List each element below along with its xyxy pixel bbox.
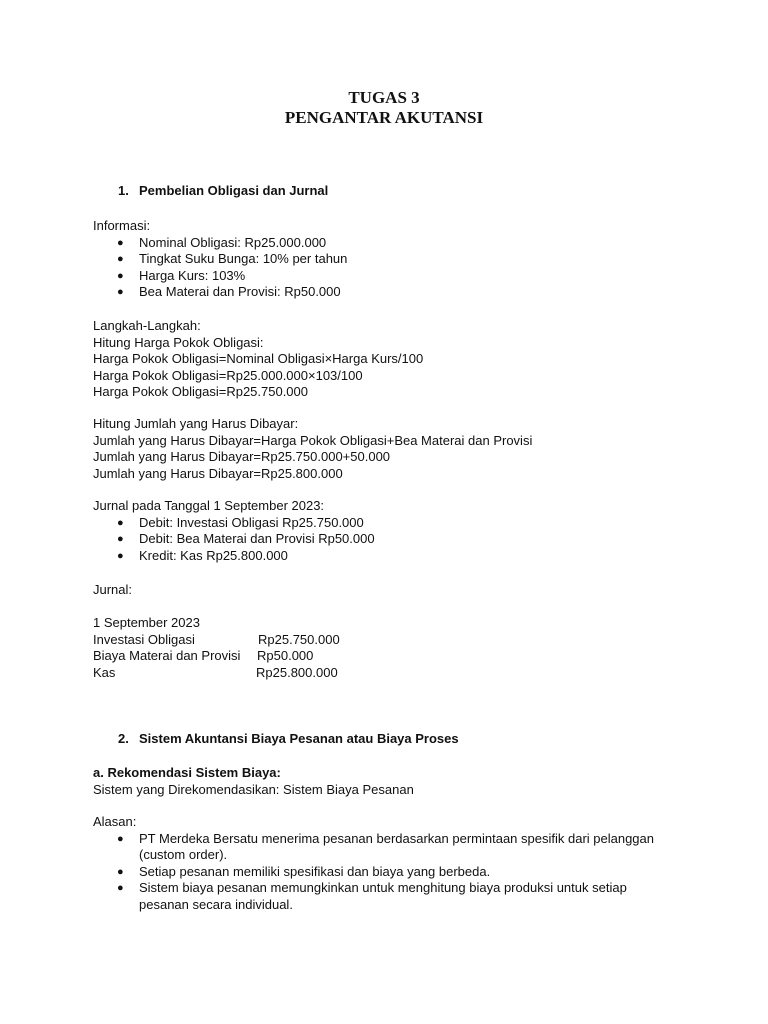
reasons-label: Alasan: [93, 814, 137, 829]
list-item: ● Bea Materai dan Provisi: Rp50.000 [117, 284, 341, 299]
steps-line: Harga Pokok Obligasi=Rp25.000.000×103/100 [93, 367, 363, 383]
steps-label: Langkah-Langkah: [93, 318, 201, 333]
bullet-icon: ● [117, 253, 124, 265]
payment-line: Jumlah yang Harus Dibayar=Rp25.800.000 [93, 465, 343, 481]
sub-heading-a: a. Rekomendasi Sistem Biaya: [93, 765, 281, 780]
bullet-icon: ● [117, 549, 124, 562]
steps-line: Harga Pokok Obligasi=Rp25.750.000 [93, 384, 309, 399]
info-block [93, 218, 713, 301]
journal-amount: Rp25.800.000 [256, 664, 338, 680]
bullet-icon: ● [117, 516, 124, 529]
document-title: TUGAS 3 [348, 88, 420, 107]
list-item: ● Kredit: Kas Rp25.800.000 [117, 547, 288, 563]
section-1-title: Pembelian Obligasi dan Jurnal [139, 183, 329, 198]
section-2-heading [118, 731, 459, 748]
list-item: ● Sistem biaya pesanan memungkinkan untuk menghitung biaya produksi untuk setiap pesanan secara individual. [117, 880, 627, 912]
table-row [93, 648, 713, 665]
bullet-icon: ● [117, 286, 124, 298]
section-1-heading [118, 183, 328, 200]
section-2-title: Sistem Akuntansi Biaya Pesanan atau Biaya Proses [139, 731, 459, 746]
recommendation-text: Sistem yang Direkomendasikan: Sistem Biaya Pesanan [93, 781, 414, 797]
bullet-icon: ● [117, 865, 124, 878]
recommendation-block [93, 765, 713, 798]
journal-summary-block [93, 498, 713, 564]
steps-line: Hitung Harga Pokok Obligasi: [93, 334, 264, 350]
journal-date-label: Jurnal pada Tanggal 1 September 2023: [93, 498, 325, 513]
list-item: ● Nominal Obligasi: Rp25.000.000 [117, 234, 327, 250]
info-label: Informasi: [93, 218, 151, 233]
journal-date: 1 September 2023 [93, 615, 200, 630]
list-item: ● Debit: Bea Materai dan Provisi Rp50.000 [117, 531, 375, 546]
journal-account: Investasi Obligasi [93, 631, 195, 647]
list-item: ● Harga Kurs: 103% [117, 267, 246, 283]
bullet-icon: ● [117, 533, 124, 545]
steps-block [93, 318, 713, 401]
journal-account: Biaya Materai dan Provisi [93, 648, 241, 663]
list-item: ● Debit: Investasi Obligasi Rp25.750.000 [117, 514, 364, 530]
bullet-icon: ● [117, 882, 124, 894]
journal-label: Jurnal: [93, 582, 133, 597]
payment-line: Jumlah yang Harus Dibayar=Rp25.750.000+50.000 [93, 449, 391, 464]
journal-account: Kas [93, 664, 116, 680]
bullet-icon: ● [117, 832, 124, 845]
reasons-block [93, 814, 713, 913]
journal-amount: Rp50.000 [257, 648, 314, 663]
list-item: ● PT Merdeka Bersatu menerima pesanan berdasarkan permintaan spesifik dari pelanggan (custom order). [117, 830, 654, 862]
bullet-icon: ● [117, 269, 124, 282]
payment-block [93, 416, 713, 482]
document-subtitle: PENGANTAR AKUTANSI [284, 108, 484, 127]
list-item: ● Setiap pesanan memiliki spesifikasi dan biaya yang berbeda. [117, 863, 491, 879]
section-2-number: 2. [118, 731, 129, 746]
table-row [93, 632, 713, 649]
payment-line: Jumlah yang Harus Dibayar=Harga Pokok Obligasi+Bea Materai dan Provisi [93, 432, 533, 448]
payment-line: Hitung Jumlah yang Harus Dibayar: [93, 416, 299, 431]
list-item: ● Tingkat Suku Bunga: 10% per tahun [117, 251, 348, 266]
steps-line: Harga Pokok Obligasi=Nominal Obligasi×Harga Kurs/100 [93, 351, 424, 366]
table-row [93, 665, 713, 682]
bullet-icon: ● [117, 236, 124, 249]
journal-amount: Rp25.750.000 [258, 631, 340, 647]
journal-table [93, 615, 713, 681]
section-1-number: 1. [118, 183, 129, 198]
